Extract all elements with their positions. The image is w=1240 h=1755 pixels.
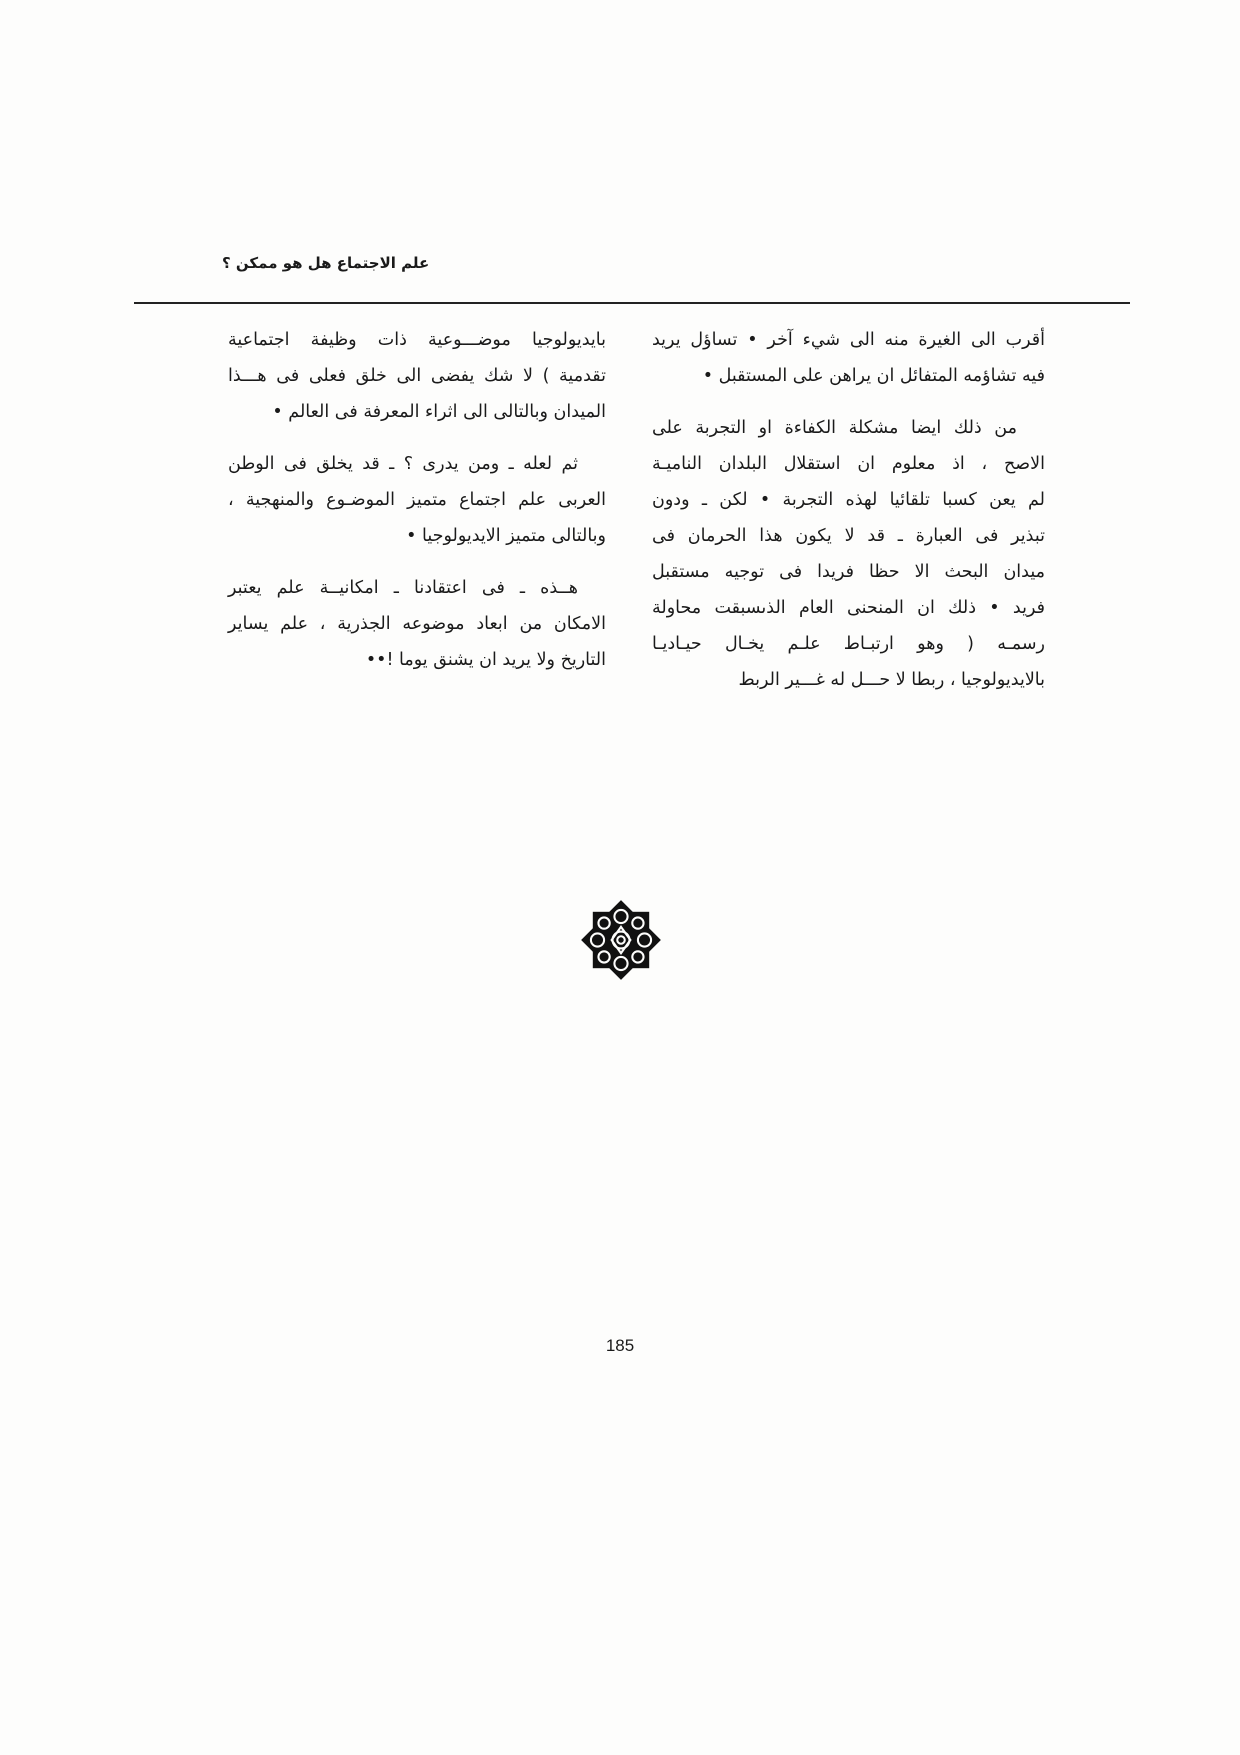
paragraph: [228, 446, 606, 554]
text-line: ميدان البحث الا حظا فريدا فى توجيه مستقبل: [652, 562, 1045, 582]
text-line: ثم لعله ـ ومن يدرى ؟ ـ قد يخلق فى الوطن: [228, 454, 578, 474]
header-rule: [134, 302, 1130, 304]
text-line: الامكان من ابعاد موضوعه الجذرية ، علم يساير: [228, 614, 606, 634]
text-line: الميدان وبالتالى الى اثراء المعرفة فى العالم •: [272, 402, 606, 422]
text-line: فريد • ذلك ان المنحنى العام الذىسبقت محاولة: [652, 598, 1045, 618]
page-number: 185: [605, 1336, 635, 1355]
text-line: لم يعن كسبا تلقائيا لهذه التجربة • لكن ـ ودون: [652, 490, 1045, 510]
text-line: أقرب الى الغيرة منه الى شيء آخر • تساؤل يريد: [652, 330, 1045, 350]
paragraph-gap: [228, 554, 606, 570]
paragraph: [652, 410, 1045, 698]
right-column: [652, 322, 1045, 698]
text-line: رسمـه ( وهو ارتبـاط علـم يخـال حيـاديـا: [652, 634, 1045, 654]
text-line: تقدمية ) لا شك يفضى الى خلق فعلى فى هـــذا: [228, 366, 606, 386]
text-line: بالايديولوجيا ، ربطا لا حـــل له غـــير الربط: [738, 670, 1045, 690]
paragraph-gap: [652, 394, 1045, 410]
text-line: الاصح ، اذ معلوم ان استقلال البلدان الناميـة: [652, 454, 1045, 474]
running-header: علم الاجتماع هل هو ممكن ؟: [222, 254, 430, 272]
text-line: العربى علم اجتماع متميز الموضـوع والمنهجية ،: [228, 490, 606, 510]
text-line: من ذلك ايضا مشكلة الكفاءة او التجربة على: [652, 418, 1017, 438]
text-line: وبالتالى متميز الايديولوجيا •: [406, 526, 606, 546]
text-line: بايديولوجيا موضـــوعية ذات وظيفة اجتماعية: [228, 330, 606, 350]
text-line: فيه تشاؤمه المتفائل ان يراهن على المستقبل •: [702, 366, 1045, 386]
text-line: التاريخ ولا يريد ان يشنق يوما !••: [365, 650, 606, 670]
paragraph: [652, 322, 1045, 394]
paragraph: [228, 570, 606, 678]
paragraph-gap: [228, 430, 606, 446]
text-line: تبذير فى العبارة ـ قد لا يكون هذا الحرمان فى: [652, 526, 1045, 546]
left-column: [228, 322, 606, 678]
text-line: هــذه ـ فى اعتقادنا ـ امكانيــة علم يعتبر: [228, 578, 578, 598]
paragraph: [228, 322, 606, 430]
arabesque-ornament-icon: [574, 890, 668, 990]
